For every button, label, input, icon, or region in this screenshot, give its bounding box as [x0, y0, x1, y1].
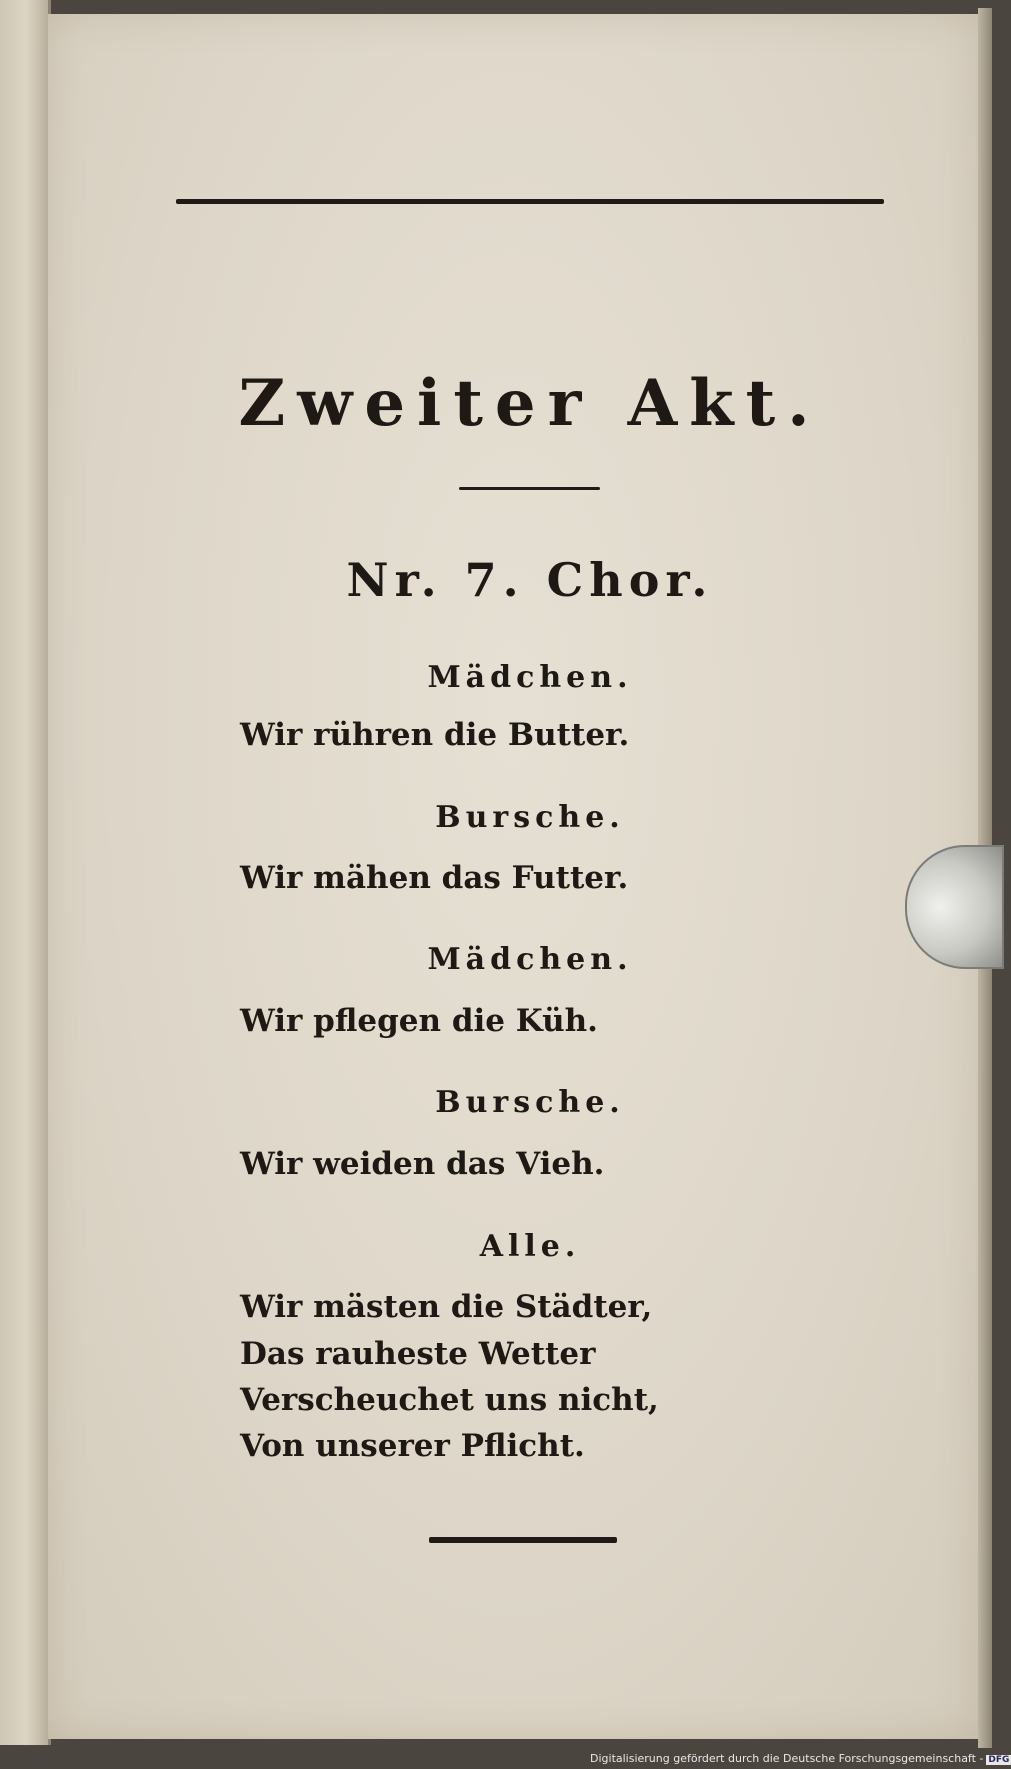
act-title: Zweiter Akt. — [238, 366, 822, 441]
verse-line: Das rauheste Wetter — [240, 1336, 596, 1372]
verse-line: Wir mähen das Futter. — [240, 860, 629, 896]
verse-line: Von unserer Pflicht. — [240, 1428, 585, 1464]
speaker-label: Bursche. — [435, 1085, 625, 1120]
credit-text: Digitalisierung gefördert durch die Deutsche Forschungsgemeinschaft - — [590, 1752, 984, 1765]
number-title: Nr. 7. Chor. — [346, 553, 714, 607]
dfg-logo: DFG — [988, 1755, 1010, 1765]
speaker-label: Alle. — [479, 1229, 581, 1264]
book-spine — [0, 0, 51, 1745]
verse-line: Wir mästen die Städter, — [240, 1289, 653, 1325]
top-rule — [176, 199, 884, 204]
bottom-rule — [429, 1537, 617, 1543]
speaker-label: Mädchen. — [427, 660, 633, 695]
verse-line: Verscheuchet uns nicht, — [240, 1382, 659, 1418]
verse-line: Wir rühren die Butter. — [240, 717, 630, 753]
verse-line: Wir weiden das Vieh. — [240, 1146, 605, 1182]
speaker-label: Bursche. — [435, 800, 625, 835]
digitization-credit — [590, 1752, 1010, 1765]
verse-line: Wir pflegen die Küh. — [240, 1003, 598, 1039]
speaker-label: Mädchen. — [427, 942, 633, 977]
title-divider — [459, 487, 600, 490]
